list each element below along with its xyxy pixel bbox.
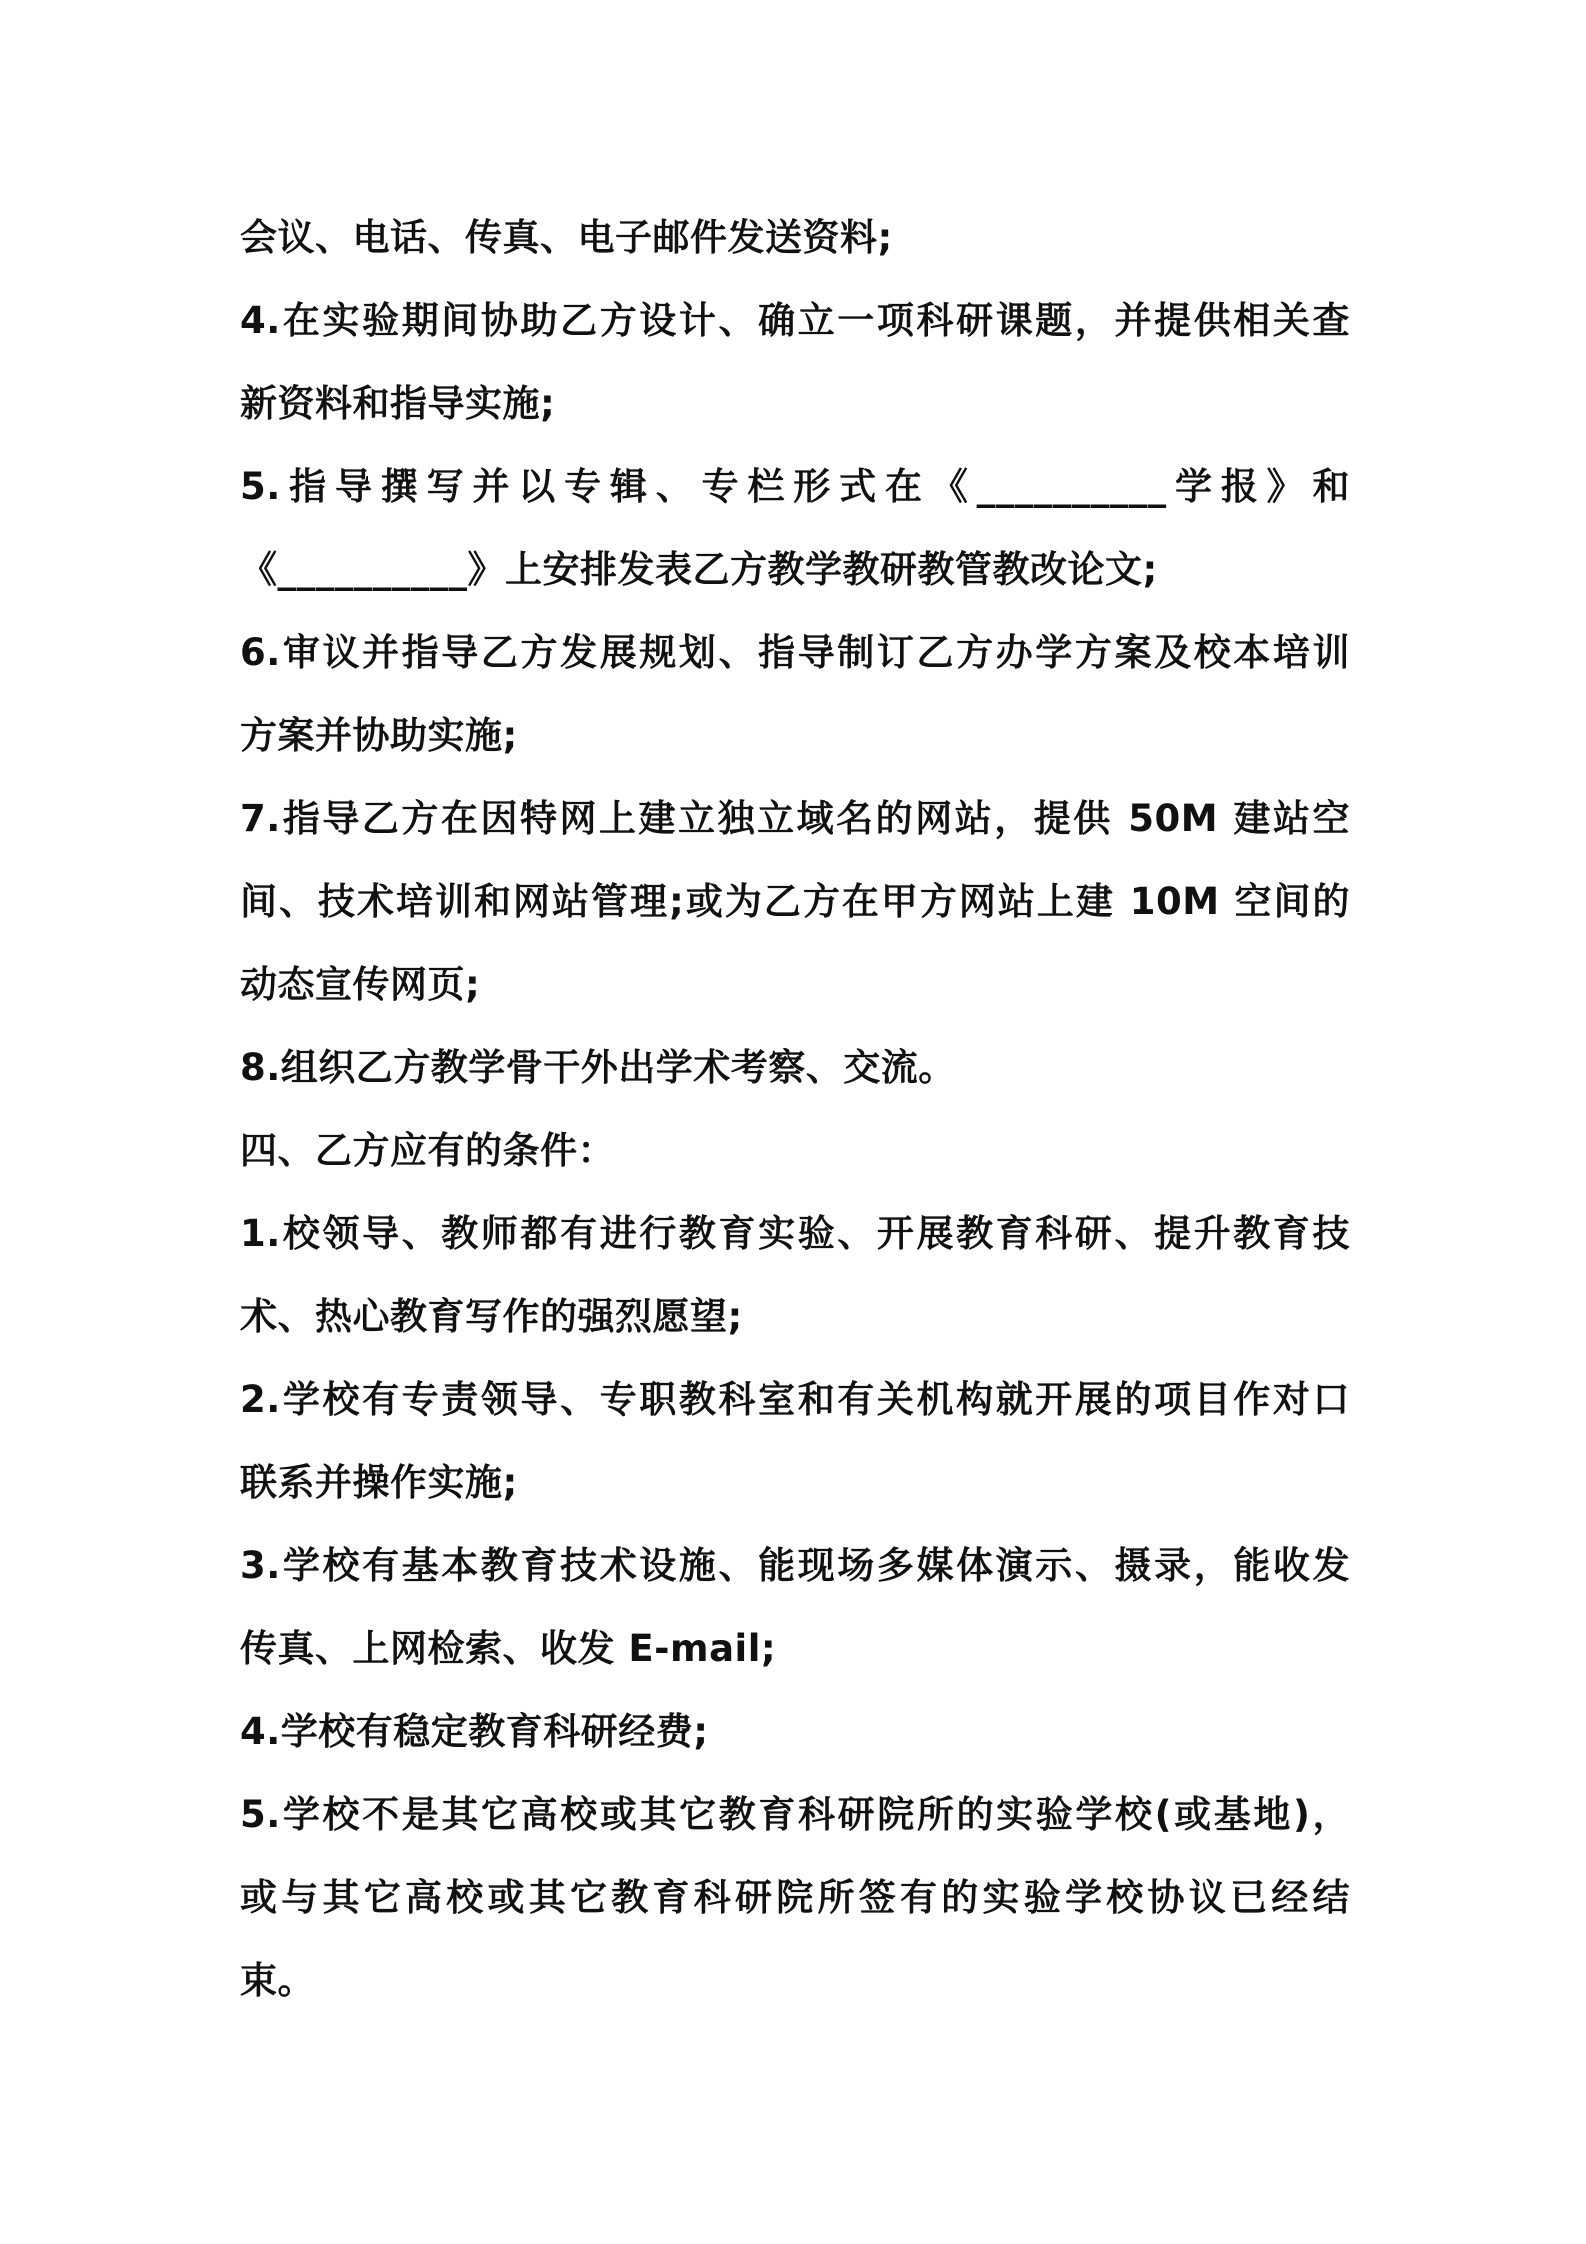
text-line-17: 3.学校有基本教育技术设施、能现场多媒体演示、摄录，能收发: [240, 1544, 1350, 1587]
text-line-9: 间、技术培训和网站管理;或为乙方在甲方网站上建 10M 空间的: [240, 880, 1350, 923]
text-line-3: 新资料和指导实施;: [240, 382, 556, 425]
text-line-6: 6.审议并指导乙方发展规划、指导制订乙方办学方案及校本培训: [240, 631, 1350, 674]
text-line-18: 传真、上网检索、收发 E-mail;: [240, 1627, 777, 1670]
text-line-1: 会议、电话、传真、电子邮件发送资料;: [240, 216, 893, 259]
text-line-11: 8.组织乙方教学骨干外出学术考察、交流。: [240, 1046, 956, 1089]
text-line-10: 动态宣传网页;: [240, 963, 481, 1006]
text-line-14: 术、热心教育写作的强烈愿望;: [240, 1295, 743, 1338]
text-line-7: 方案并协助实施;: [240, 714, 518, 757]
text-line-21: 或与其它高校或其它教育科研院所签有的实验学校协议已经结: [240, 1876, 1350, 1919]
section-heading-4: 四、乙方应有的条件：: [240, 1129, 615, 1172]
text-line-15: 2.学校有专责领导、专职教科室和有关机构就开展的项目作对口: [240, 1378, 1350, 1421]
text-line-20: 5.学校不是其它高校或其它教育科研院所的实验学校(或基地)，: [240, 1793, 1350, 1836]
text-line-8: 7.指导乙方在因特网上建立独立域名的网站，提供 50M 建站空: [240, 797, 1350, 840]
document-body: [240, 196, 1350, 2022]
text-line-13: 1.校领导、教师都有进行教育实验、开展教育科研、提升教育技: [240, 1212, 1350, 1255]
text-line-2: 4.在实验期间协助乙方设计、确立一项科研课题，并提供相关查: [240, 299, 1350, 342]
text-line-4: 5.指导撰写并以专辑、专栏形式在《__________学报》和: [240, 465, 1350, 508]
text-line-5: 《__________》上安排发表乙方教学教研教管教改论文;: [240, 548, 1158, 591]
text-line-19: 4.学校有稳定教育科研经费;: [240, 1710, 709, 1753]
text-line-22: 束。: [240, 1959, 315, 2002]
text-line-16: 联系并操作实施;: [240, 1461, 518, 1504]
